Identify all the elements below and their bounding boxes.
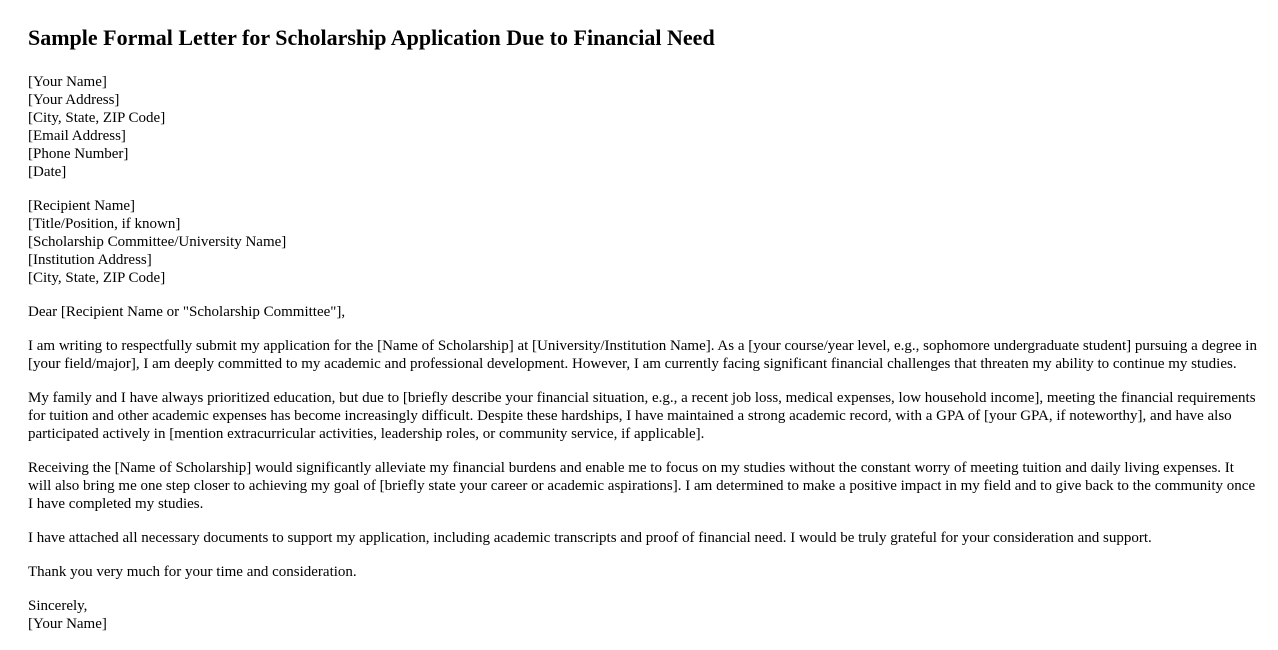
letter-date: [Date] (28, 164, 67, 180)
recipient-name: [Recipient Name] (28, 198, 136, 214)
signature-name: [Your Name] (28, 616, 107, 632)
sender-block (28, 73, 1258, 181)
valediction: Sincerely, (28, 598, 88, 614)
recipient-address: [Institution Address] (28, 252, 152, 268)
body-paragraph-intro: I am writing to respectfully submit my application for the [Name of Scholarship] at [University/Institution Name]. As a [your course/year level, e.g., sophomore undergraduate student] pursuing a degree in [your field/major], I am deeply committed to my academic and professional development. However, I am currently facing significant financial challenges that threaten my ability to continue my studies. (28, 338, 1257, 372)
sender-address: [Your Address] (28, 92, 120, 108)
body-paragraph-thanks: Thank you very much for your time and consideration. (28, 564, 357, 580)
recipient-city-state-zip: [City, State, ZIP Code] (28, 270, 166, 286)
sender-city-state-zip: [City, State, ZIP Code] (28, 110, 166, 126)
body-paragraph-attachments: I have attached all necessary documents to support my application, including academic transcripts and proof of financial need. I would be truly grateful for your consideration and support. (28, 530, 1152, 546)
salutation: Dear [Recipient Name or "Scholarship Committee"], (28, 304, 346, 320)
body-paragraph-impact: Receiving the [Name of Scholarship] would significantly alleviate my financial burdens and enable me to focus on my studies without the constant worry of meeting tuition and daily living expenses. It will also bring me one step closer to achieving my goal of [briefly state your career or academic aspirations]. I am determined to make a positive impact in my field and to give back to the community once I have completed my studies. (28, 460, 1256, 512)
sender-email: [Email Address] (28, 128, 126, 144)
recipient-block (28, 197, 1258, 287)
sender-name: [Your Name] (28, 74, 107, 90)
sender-phone: [Phone Number] (28, 146, 129, 162)
page-title: Sample Formal Letter for Scholarship Application Due to Financial Need (28, 25, 715, 50)
recipient-organization: [Scholarship Committee/University Name] (28, 234, 287, 250)
body-paragraph-situation: My family and I have always prioritized education, but due to [briefly describe your financial situation, e.g., a recent job loss, medical expenses, low household income], meeting the financial requirements for tuition and other academic expenses has become increasingly difficult. Despite these hardships, I have maintained a strong academic record, with a GPA of [your GPA, if noteworthy], and have also participated actively in [mention extracurricular activities, leadership roles, or community service, if applicable]. (28, 390, 1256, 442)
closing-block (28, 597, 1258, 633)
recipient-title: [Title/Position, if known] (28, 216, 181, 232)
